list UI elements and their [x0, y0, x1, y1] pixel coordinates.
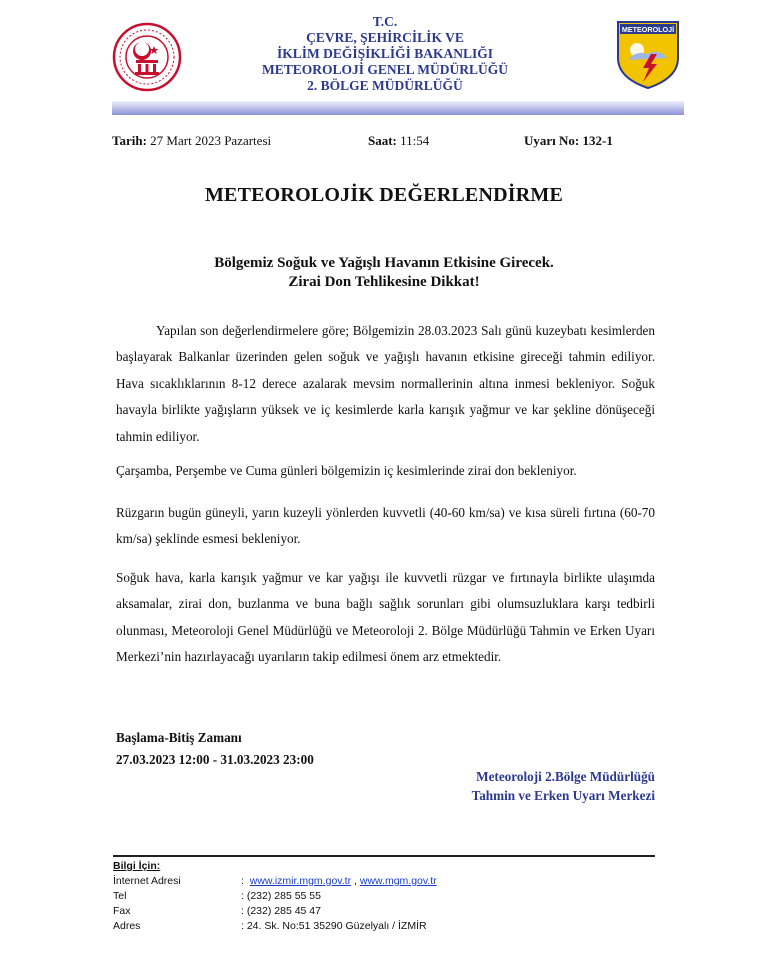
izmir-website-link[interactable]: www.izmir.mgm.gov.tr [249, 875, 352, 887]
subtitle-line: Bölgemiz Soğuk ve Yağışlı Havanın Etkisine Girecek. [214, 255, 554, 271]
paragraph: Soğuk hava, karla karışık yağmur ve kar yağışı ile kuvvetli rüzgar ve fırtınayla birlikte ulaşımda aksamalar, zirai don, buzlanma ve buna bağlı sağlık sorunları gibi olumsuzluklara karşı tedbirli olunması, Meteoroloji Genel Müdürlüğü ve Meteoroloji 2. Bölge Müdürlüğü Tahmin ve Erken Uyarı Merkezi’nin hazırlayacağı uyarıların takip edilmesi önem arz etmektedir. [116, 570, 655, 665]
header-line: METEOROLOJİ GENEL MÜDÜRLÜĞÜ [261, 62, 509, 77]
time-field [368, 133, 429, 149]
footer-divider [113, 855, 655, 857]
subtitle-line: Zirai Don Tehlikesine Dikkat! [288, 274, 480, 290]
internet-colon: : [241, 875, 244, 887]
contact-row-tel [113, 889, 437, 904]
internet-label: İnternet Adresi [113, 875, 181, 887]
fax-label: Fax [113, 905, 131, 917]
document-subtitle [0, 254, 768, 292]
address-label: Adres [113, 920, 141, 932]
link-separator: , [354, 875, 357, 887]
time-label: Saat: [368, 133, 397, 148]
signature-line: Meteoroloji 2.Bölge Müdürlüğü [476, 769, 655, 784]
document-title: METEOROLOJİK DEĞERLENDİRME [204, 184, 564, 206]
period-label: Başlama-Bitiş Zamanı [116, 730, 242, 745]
header-title [200, 14, 570, 94]
signature-block [430, 767, 655, 805]
period-value: 27.03.2023 12:00 - 31.03.2023 23:00 [116, 752, 314, 767]
warning-value: 132-1 [582, 133, 613, 148]
contact-row-internet [113, 874, 437, 889]
header-line: 2. BÖLGE MÜDÜRLÜĞÜ [307, 78, 463, 93]
warning-label: Uyarı No: [524, 133, 580, 148]
contact-info [113, 859, 437, 934]
time-value: 11:54 [400, 133, 430, 148]
header-line: İKLİM DEĞİŞİKLİĞİ BAKANLIĞI [276, 46, 494, 61]
paragraph: Çarşamba, Perşembe ve Cuma günleri bölgemizin iç kesimlerinde zirai don bekleniyor. [116, 463, 577, 478]
tel-value: : (232) 285 55 55 [241, 890, 321, 902]
signature-line: Tahmin ve Erken Uyarı Merkezi [471, 788, 655, 803]
header-divider [112, 101, 684, 115]
header-line: ÇEVRE, ŞEHİRCİLİK VE [306, 30, 464, 45]
fax-value: : (232) 285 45 47 [241, 905, 321, 917]
ministry-seal-icon [112, 22, 182, 92]
contact-heading: Bilgi İçin: [113, 860, 161, 872]
date-value: 27 Mart 2023 Pazartesi [150, 133, 272, 148]
paragraph: Rüzgarın bugün güneyli, yarın kuzeyli yönlerden kuvvetli (40-60 km/sa) ve kısa süreli fırtına (60-70 km/sa) şeklinde esmesi bekleniyor. [116, 505, 655, 547]
logo-text: METEOROLOJİ [621, 25, 675, 34]
warning-number-field [524, 133, 613, 149]
mgm-website-link[interactable]: www.mgm.gov.tr [359, 875, 437, 887]
paragraph: Yapılan son değerlendirmelere göre; Bölgemizin 28.03.2023 Salı günü kuzeybatı kesimlerden başlayarak Balkanlar üzerinden gelen soğuk ve yağışlı havanın etkisine gireceği tahmin ediliyor. Hava sıcaklıklarının 8-12 derece azalarak mevsim normallerinin altına inmesi bekleniyor. Soğuk havayla birlikte yağışların yüksek ve iç kesimlerde karla karışık yağmur ve kar şekline dönüşeceği tahmin ediliyor. [116, 323, 655, 444]
date-label: Tarih: [112, 133, 147, 148]
header-line: T.C. [372, 14, 398, 29]
address-value: : 24. Sk. No:51 35290 Güzelyalı / İZMİR [241, 920, 427, 932]
contact-row-fax [113, 904, 437, 919]
meteoroloji-logo [615, 20, 681, 90]
date-field [112, 133, 271, 149]
tel-label: Tel [113, 890, 127, 902]
contact-row-address [113, 919, 437, 934]
